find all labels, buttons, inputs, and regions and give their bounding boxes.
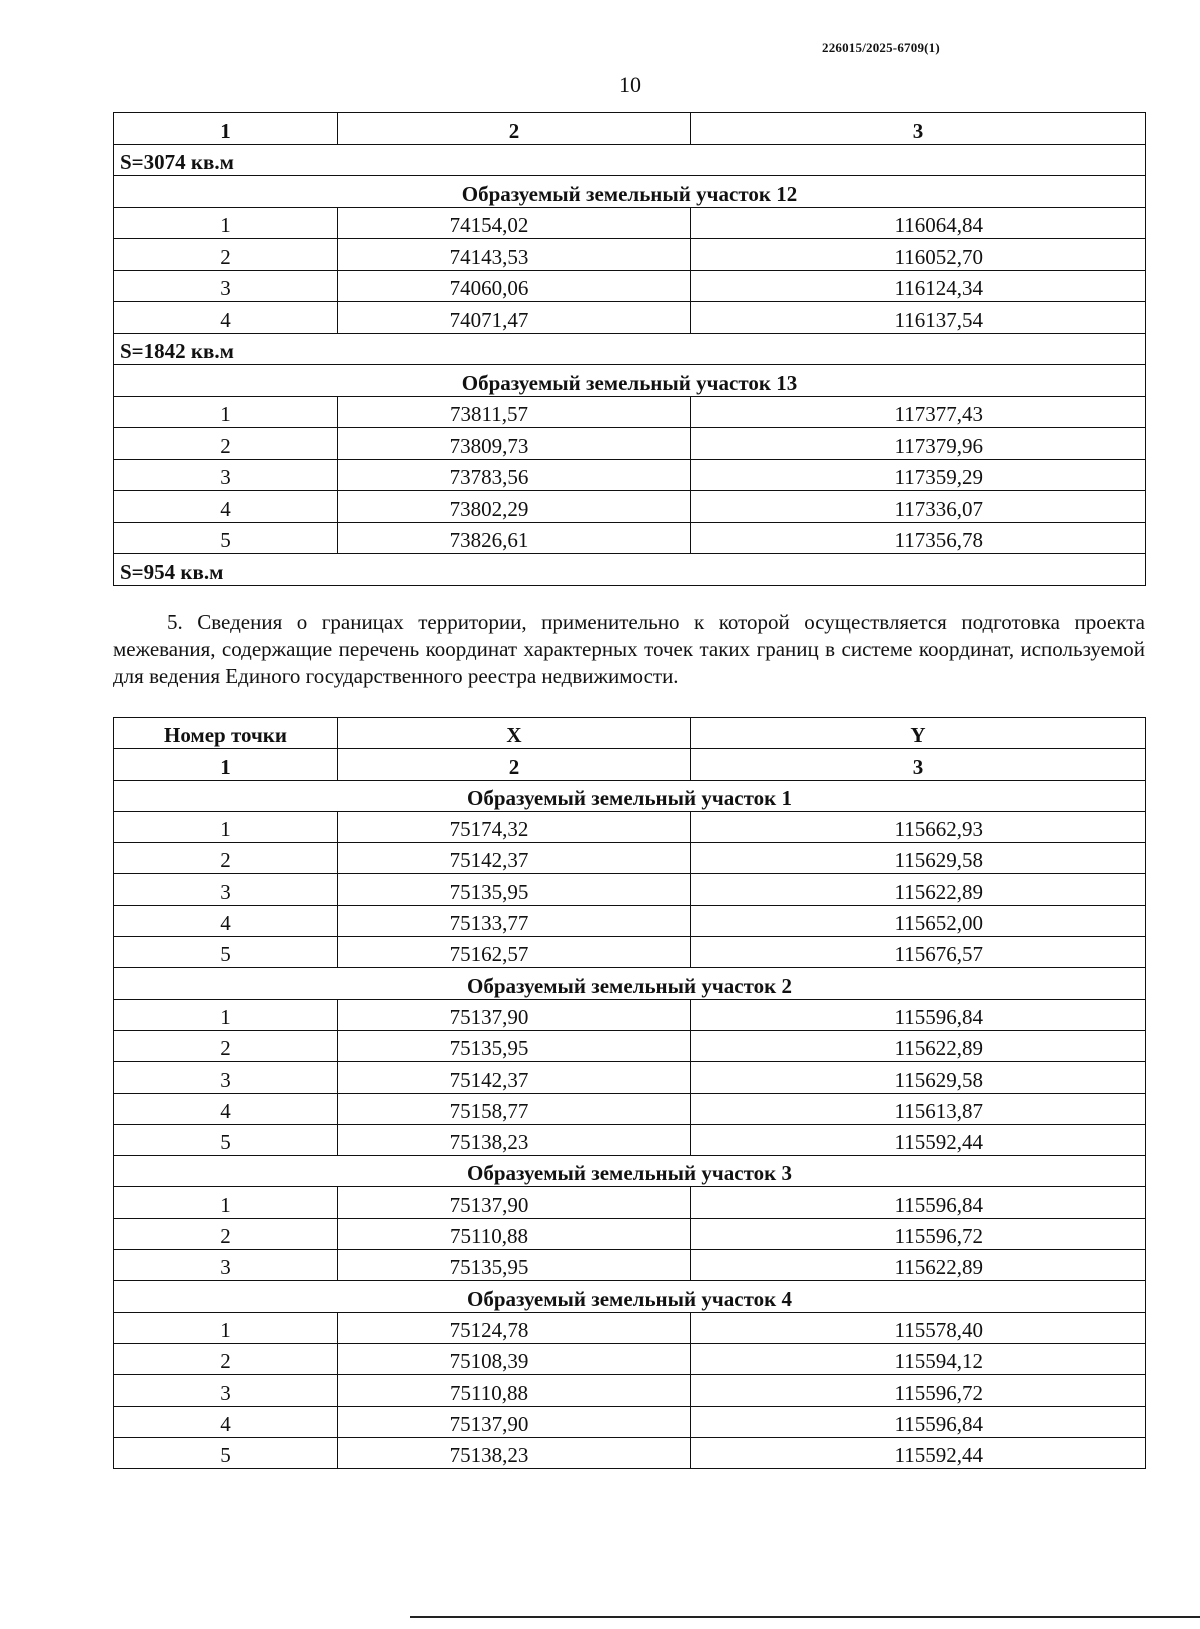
x-coordinate: 75142,37 xyxy=(338,1062,691,1093)
point-number: 4 xyxy=(114,1093,338,1124)
x-coordinate: 75135,95 xyxy=(338,1250,691,1281)
table-row xyxy=(114,811,1146,842)
section-header-row xyxy=(114,1281,1146,1312)
table1-body xyxy=(114,113,1146,586)
table-row xyxy=(114,1312,1146,1343)
x-coordinate: 75110,88 xyxy=(338,1375,691,1406)
point-number: 1 xyxy=(114,207,338,239)
area-row xyxy=(114,554,1146,586)
y-coordinate: 117377,43 xyxy=(691,396,1146,428)
x-coordinate: 75124,78 xyxy=(338,1312,691,1343)
column-number-1: 1 xyxy=(114,113,338,145)
point-number: 5 xyxy=(114,1437,338,1468)
x-coordinate: 75138,23 xyxy=(338,1437,691,1468)
section-title: Образуемый земельный участок 4 xyxy=(114,1281,1146,1312)
y-coordinate: 115592,44 xyxy=(691,1124,1146,1155)
x-coordinate: 75110,88 xyxy=(338,1218,691,1249)
point-number: 4 xyxy=(114,905,338,936)
x-coordinate: 75138,23 xyxy=(338,1124,691,1155)
x-coordinate: 74143,53 xyxy=(338,239,691,271)
y-coordinate: 115676,57 xyxy=(691,937,1146,968)
table-row xyxy=(114,1093,1146,1124)
point-number: 4 xyxy=(114,1406,338,1437)
table-row xyxy=(114,999,1146,1030)
area-row xyxy=(114,333,1146,365)
point-number: 5 xyxy=(114,937,338,968)
point-number: 3 xyxy=(114,1250,338,1281)
table-row xyxy=(114,428,1146,460)
table-row xyxy=(114,1406,1146,1437)
point-number: 2 xyxy=(114,1030,338,1061)
y-coordinate: 115594,12 xyxy=(691,1343,1146,1374)
point-number: 1 xyxy=(114,1187,338,1218)
table-row xyxy=(114,843,1146,874)
y-coordinate: 115592,44 xyxy=(691,1437,1146,1468)
table-row xyxy=(114,270,1146,302)
point-number: 3 xyxy=(114,1062,338,1093)
y-coordinate: 116064,84 xyxy=(691,207,1146,239)
point-number: 1 xyxy=(114,811,338,842)
point-number: 3 xyxy=(114,874,338,905)
table-row xyxy=(114,302,1146,334)
x-coordinate: 75162,57 xyxy=(338,937,691,968)
point-number: 5 xyxy=(114,522,338,554)
y-coordinate: 115596,72 xyxy=(691,1375,1146,1406)
table-row xyxy=(114,1437,1146,1468)
section-header-row xyxy=(114,176,1146,208)
table-row xyxy=(114,937,1146,968)
y-coordinate: 117336,07 xyxy=(691,491,1146,523)
table-row xyxy=(114,207,1146,239)
point-number: 2 xyxy=(114,843,338,874)
x-coordinate: 75108,39 xyxy=(338,1343,691,1374)
header-point-number: Номер точки xyxy=(114,718,338,749)
section-header-row xyxy=(114,1156,1146,1187)
y-coordinate: 115596,72 xyxy=(691,1218,1146,1249)
y-coordinate: 115622,89 xyxy=(691,1030,1146,1061)
y-coordinate: 115596,84 xyxy=(691,1187,1146,1218)
y-coordinate: 116052,70 xyxy=(691,239,1146,271)
section-title: Образуемый земельный участок 2 xyxy=(114,968,1146,999)
x-coordinate: 75135,95 xyxy=(338,1030,691,1061)
y-coordinate: 115596,84 xyxy=(691,1406,1146,1437)
y-coordinate: 117356,78 xyxy=(691,522,1146,554)
table-row xyxy=(114,522,1146,554)
x-coordinate: 73802,29 xyxy=(338,491,691,523)
point-number: 2 xyxy=(114,239,338,271)
table-row xyxy=(114,459,1146,491)
x-coordinate: 73811,57 xyxy=(338,396,691,428)
table-row xyxy=(114,1250,1146,1281)
area-row xyxy=(114,144,1146,176)
table-row xyxy=(114,905,1146,936)
y-coordinate: 115652,00 xyxy=(691,905,1146,936)
x-coordinate: 74071,47 xyxy=(338,302,691,334)
x-coordinate: 75133,77 xyxy=(338,905,691,936)
point-number: 3 xyxy=(114,270,338,302)
x-coordinate: 74060,06 xyxy=(338,270,691,302)
y-coordinate: 117379,96 xyxy=(691,428,1146,460)
y-coordinate: 115629,58 xyxy=(691,843,1146,874)
section-header-row xyxy=(114,968,1146,999)
table-row xyxy=(114,1062,1146,1093)
x-coordinate: 74154,02 xyxy=(338,207,691,239)
x-coordinate: 75135,95 xyxy=(338,874,691,905)
table-row xyxy=(114,749,1146,780)
table-row xyxy=(114,1375,1146,1406)
page-bottom-divider xyxy=(410,1616,1200,1618)
x-coordinate: 75137,90 xyxy=(338,1406,691,1437)
x-coordinate: 75174,32 xyxy=(338,811,691,842)
y-coordinate: 115578,40 xyxy=(691,1312,1146,1343)
table-header-row xyxy=(114,718,1146,749)
x-coordinate: 73809,73 xyxy=(338,428,691,460)
table-row xyxy=(114,239,1146,271)
point-number: 1 xyxy=(114,396,338,428)
y-coordinate: 115629,58 xyxy=(691,1062,1146,1093)
table-row xyxy=(114,1343,1146,1374)
section-header-row xyxy=(114,365,1146,397)
area-value: S=1842 кв.м xyxy=(114,333,1146,365)
section-title: Образуемый земельный участок 1 xyxy=(114,780,1146,811)
y-coordinate: 115613,87 xyxy=(691,1093,1146,1124)
point-number: 2 xyxy=(114,428,338,460)
y-coordinate: 115662,93 xyxy=(691,811,1146,842)
point-number: 4 xyxy=(114,302,338,334)
point-number: 2 xyxy=(114,1343,338,1374)
y-coordinate: 115596,84 xyxy=(691,999,1146,1030)
area-value: S=3074 кв.м xyxy=(114,144,1146,176)
point-number: 5 xyxy=(114,1124,338,1155)
table2-body xyxy=(114,718,1146,1469)
table-row xyxy=(114,1218,1146,1249)
column-number-3: 3 xyxy=(691,113,1146,145)
coordinates-table-continued xyxy=(113,112,1146,586)
x-coordinate: 75158,77 xyxy=(338,1093,691,1124)
section-header-row xyxy=(114,780,1146,811)
y-coordinate: 116137,54 xyxy=(691,302,1146,334)
table-row xyxy=(114,874,1146,905)
point-number: 3 xyxy=(114,459,338,491)
y-coordinate: 115622,89 xyxy=(691,1250,1146,1281)
y-coordinate: 116124,34 xyxy=(691,270,1146,302)
point-number: 4 xyxy=(114,491,338,523)
table-row xyxy=(114,1187,1146,1218)
x-coordinate: 75137,90 xyxy=(338,1187,691,1218)
table-row xyxy=(114,1030,1146,1061)
section-title: Образуемый земельный участок 3 xyxy=(114,1156,1146,1187)
area-value: S=954 кв.м xyxy=(114,554,1146,586)
column-number-2: 2 xyxy=(338,113,691,145)
y-coordinate: 117359,29 xyxy=(691,459,1146,491)
header-y: Y xyxy=(691,718,1146,749)
column-number-1: 1 xyxy=(114,749,338,780)
point-number: 1 xyxy=(114,1312,338,1343)
x-coordinate: 73826,61 xyxy=(338,522,691,554)
y-coordinate: 115622,89 xyxy=(691,874,1146,905)
page-number: 10 xyxy=(619,72,641,97)
x-coordinate: 73783,56 xyxy=(338,459,691,491)
boundary-coordinates-table xyxy=(113,717,1146,1469)
point-number: 2 xyxy=(114,1218,338,1249)
table-row xyxy=(114,396,1146,428)
column-number-2: 2 xyxy=(338,749,691,780)
x-coordinate: 75137,90 xyxy=(338,999,691,1030)
table-row xyxy=(114,1124,1146,1155)
document-number: 226015/2025-6709(1) xyxy=(822,40,940,55)
section-5-paragraph: 5. Сведения о границах территории, применительно к которой осуществляется подготовка проекта межевания, содержащие перечень координат характерных точек таких границ в системе координат, используемой для ведения Единого государственного реестра недвижимости. xyxy=(113,610,1145,688)
table-row xyxy=(114,113,1146,145)
column-number-3: 3 xyxy=(691,749,1146,780)
section-title: Образуемый земельный участок 12 xyxy=(114,176,1146,208)
point-number: 1 xyxy=(114,999,338,1030)
header-x: X xyxy=(338,718,691,749)
section-title: Образуемый земельный участок 13 xyxy=(114,365,1146,397)
table-row xyxy=(114,491,1146,523)
x-coordinate: 75142,37 xyxy=(338,843,691,874)
point-number: 3 xyxy=(114,1375,338,1406)
